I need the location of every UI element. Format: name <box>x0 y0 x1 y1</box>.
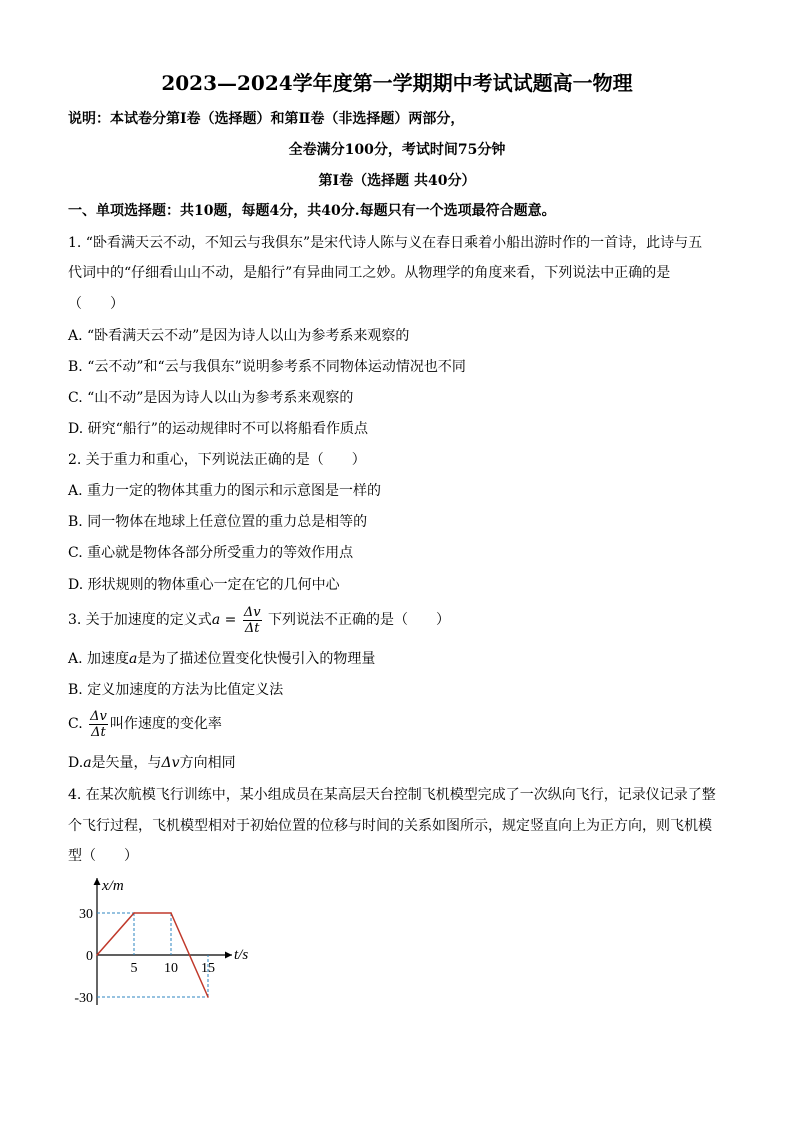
q3-option-c-suffix: 叫作速度的变化率 <box>109 716 222 732</box>
q3-fraction-denominator: Δt <box>244 620 260 636</box>
x-tick-label: 10 <box>164 961 178 976</box>
q1-stem-line-2: 代词中的“仔细看山山不动，是船行”有异曲同工之妙。从物理学的角度来看，下列说法中正确的是 <box>68 265 671 281</box>
q4-stem-line-3: 型（ ） <box>68 848 138 864</box>
q3-stem <box>68 602 450 638</box>
q2-option-d: D. 形状规则的物体重心一定在它的几何中心 <box>68 577 340 593</box>
q3-option-a <box>68 649 375 669</box>
data-point <box>170 912 172 914</box>
y-tick-label: 30 <box>79 907 93 922</box>
q3-option-d-middle: 是矢量，与 <box>91 755 162 771</box>
y-tick-label: 0 <box>86 949 93 964</box>
data-point <box>96 954 98 956</box>
x-axis-label: t/s <box>234 947 249 963</box>
q3-fraction-numerator: Δv <box>243 604 261 620</box>
q3-option-b: B. 定义加速度的方法为比值定义法 <box>68 682 284 698</box>
q1-option-b: B. “云不动”和“云与我俱东”说明参考系不同物体运动情况也不同 <box>68 359 466 375</box>
q3-option-c-denominator: Δt <box>91 724 106 740</box>
q4-stem-line-1: 4. 在某次航模飞行训练中，某小组成员在某高层天台控制飞机模型完成了一次纵向飞行，记录仪记录了整 <box>68 787 716 803</box>
data-point <box>207 996 209 998</box>
q3-eq-lhs: a <box>211 612 221 628</box>
y-axis-label: x/m <box>102 878 124 894</box>
instructions-line-2: 全卷满分100分，考试时间75分钟 <box>288 142 506 158</box>
data-point <box>133 912 135 914</box>
part-heading: 第Ⅰ卷（选择题 共40分） <box>318 173 476 189</box>
q3-option-c-fraction <box>89 709 108 740</box>
displacement-time-graph <box>60 872 280 1012</box>
q3-option-d <box>68 753 236 773</box>
q3-option-d-prefix: D. <box>68 755 84 771</box>
section-heading: 一、单项选择题：共10题，每题4分，共40分.每题只有一个选项最符合题意。 <box>68 203 556 219</box>
q2-option-a: A. 重力一定的物体其重力的图示和示意图是一样的 <box>68 483 382 499</box>
q1-answer-blank: （ ） <box>68 296 124 312</box>
q1-option-a: A. “卧看满天云不动”是因为诗人以山为参考系来观察的 <box>68 328 410 344</box>
q3-option-c-numerator: Δv <box>90 708 107 724</box>
q3-option-a-suffix: 是为了描述位置变化快慢引入的物理量 <box>137 651 376 667</box>
y-tick-label: -30 <box>74 991 93 1006</box>
q2-option-b: B. 同一物体在地球上任意位置的重力总是相等的 <box>68 514 368 530</box>
q2-stem: 2. 关于重力和重心，下列说法正确的是（ ） <box>68 452 366 468</box>
q3-option-c-prefix: C. <box>68 716 83 732</box>
q3-fraction <box>243 605 262 636</box>
q4-stem-line-2: 个飞行过程，飞机模型相对于初始位置的位移与时间的关系如图所示，规定竖直向上为正方向，则飞机模 <box>68 818 712 834</box>
q1-stem-line-1: 1. “卧看满天云不动，不知云与我俱东”是宋代诗人陈与义在春日乘着小船出游时作的一首诗，此诗与五 <box>68 235 703 251</box>
page-title: 2023—2024学年度第一学期期中考试试题高一物理 <box>161 71 633 95</box>
q3-option-d-var: a <box>83 755 92 771</box>
q3-option-a-prefix: A. 加速度 <box>68 651 130 667</box>
instructions-line-1: 说明：本试卷分第Ⅰ卷（选择题）和第Ⅱ卷（非选择题）两部分， <box>68 111 465 127</box>
q3-stem-suffix: 下列说法不正确的是（ ） <box>268 612 450 628</box>
x-tick-label: 5 <box>130 961 138 976</box>
q2-option-c: C. 重心就是物体各部分所受重力的等效作用点 <box>68 545 354 561</box>
q3-option-a-var: a <box>129 651 138 667</box>
q3-option-c <box>68 706 222 742</box>
q3-option-d-suffix: 方向相同 <box>179 755 236 771</box>
q1-option-c: C. “山不动”是因为诗人以山为参考系来观察的 <box>68 390 354 406</box>
q1-option-d: D. 研究“船行”的运动规律时不可以将船看作质点 <box>68 421 368 437</box>
q3-stem-prefix: 3. 关于加速度的定义式 <box>68 612 212 628</box>
x-tick-label: 15 <box>201 961 215 976</box>
q3-option-d-var2: Δv <box>161 755 180 771</box>
q3-eq-sign: = <box>220 612 241 628</box>
